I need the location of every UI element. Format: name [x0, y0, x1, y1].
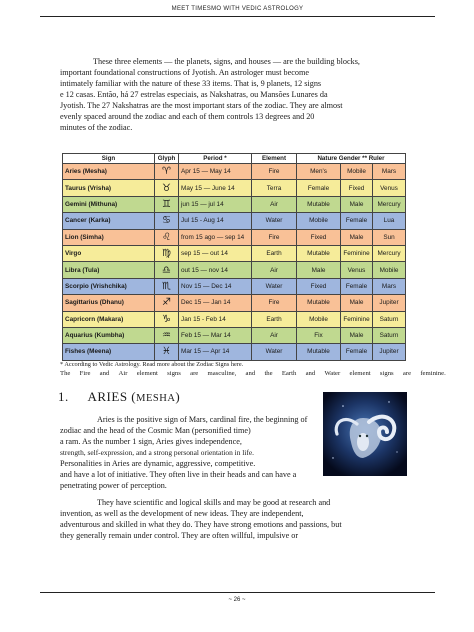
- ruler-cell: Mobile: [373, 262, 406, 278]
- footnote: * According to Vedic Astrology. Read more about the Zodiac Signs here.: [60, 361, 244, 368]
- table-row: [63, 180, 406, 196]
- element-cell: Terra: [252, 180, 297, 196]
- period-cell: out 15 — nov 14: [179, 262, 252, 278]
- period-cell: Apr 15 — May 14: [179, 164, 252, 180]
- header-sign: Sign: [63, 154, 155, 164]
- glyph-cell: ♌: [155, 229, 179, 245]
- table-row: [63, 278, 406, 294]
- note-word: element: [349, 370, 371, 377]
- glyph-cell: ♊: [155, 196, 179, 212]
- aries-paragraph: [60, 414, 342, 541]
- intro-line: These three elements — the planets, signs, and houses — are the building blocks,: [93, 57, 360, 66]
- period-cell: jun 15 — jul 14: [179, 196, 252, 212]
- ruler-cell: Mars: [373, 164, 406, 180]
- glyph-cell: ♎: [155, 262, 179, 278]
- note-word: element: [136, 370, 158, 377]
- table-row: [63, 245, 406, 261]
- nature-cell: Mutable: [297, 245, 341, 261]
- element-cell: Earth: [252, 245, 297, 261]
- ruler-cell: Mercury: [373, 245, 406, 261]
- element-cell: Air: [252, 196, 297, 212]
- period-cell: Nov 15 — Dec 14: [179, 278, 252, 294]
- intro-line: intimately familiar with the nature of these 33 items. That is, 9 planets, 12 signs: [60, 79, 322, 88]
- period-cell: from 15 ago — sep 14: [179, 229, 252, 245]
- zodiac-table: [62, 153, 406, 361]
- header-nature-gender-ruler: Nature Gender ** Ruler: [297, 154, 406, 164]
- nature-cell: Fixed: [297, 278, 341, 294]
- note-word: the: [264, 370, 273, 377]
- ruler-cell: Sun: [373, 229, 406, 245]
- note-word: feminine.: [420, 370, 446, 377]
- gender-cell: Male: [341, 295, 373, 311]
- gender-cell: Feminine: [341, 311, 373, 327]
- body-line: Aries is the positive sign of Mars, cardinal fire, the beginning of: [97, 415, 308, 424]
- glyph-cell: ♓: [155, 344, 179, 360]
- element-cell: Water: [252, 344, 297, 360]
- element-cell: Fire: [252, 164, 297, 180]
- sign-cell: Scorpio (Vrishchika): [63, 278, 155, 294]
- table-row: [63, 327, 406, 343]
- period-cell: sep 15 — out 14: [179, 245, 252, 261]
- gender-cell: Mobile: [341, 164, 373, 180]
- nature-cell: Male: [297, 262, 341, 278]
- nature-cell: Mutable: [297, 196, 341, 212]
- note-word: Water: [324, 370, 341, 377]
- body-line: They have scientific and logical skills and may be good at research and: [97, 498, 331, 507]
- section-title-c: ): [175, 389, 181, 404]
- gender-cell: Female: [341, 213, 373, 229]
- ruler-cell: Mercury: [373, 196, 406, 212]
- sign-cell: Lion (Simha): [63, 229, 155, 245]
- glyph-cell: ♋: [155, 213, 179, 229]
- gender-cell: Female: [341, 278, 373, 294]
- glyph-cell: ♏: [155, 278, 179, 294]
- nature-cell: Mobile: [297, 213, 341, 229]
- sign-cell: Cancer (Karka): [63, 213, 155, 229]
- header-glyph: Glyph: [155, 154, 179, 164]
- gender-cell: Fixed: [341, 180, 373, 196]
- period-cell: Dec 15 — Jan 14: [179, 295, 252, 311]
- element-cell: Water: [252, 278, 297, 294]
- note-word: are: [190, 370, 199, 377]
- glyph-cell: ♒: [155, 327, 179, 343]
- sign-cell: Capricorn (Makara): [63, 311, 155, 327]
- gender-cell: Male: [341, 196, 373, 212]
- gender-cell: Male: [341, 229, 373, 245]
- table-row: [63, 213, 406, 229]
- period-cell: Jan 15 - Feb 14: [179, 311, 252, 327]
- intro-line: important foundational constructions of Jyotish. An astrologer must become: [60, 68, 309, 77]
- sign-cell: Gemini (Mithuna): [63, 196, 155, 212]
- body-line: they generally remain under control. They are often willful, impulsive or: [60, 531, 299, 540]
- nature-cell: Fix: [297, 327, 341, 343]
- header-rule: [40, 16, 435, 17]
- gender-cell: Feminine: [341, 245, 373, 261]
- note-word: and: [99, 370, 110, 377]
- nature-cell: Female: [297, 180, 341, 196]
- intro-paragraph: [60, 56, 405, 133]
- intro-line: Jyotish. The 27 Nakshatras are the most important stars of the zodiac. They are almost: [60, 101, 343, 110]
- element-cell: Earth: [252, 311, 297, 327]
- footer-rule: [40, 592, 435, 593]
- note-word: are: [402, 370, 412, 377]
- gender-cell: Male: [341, 327, 373, 343]
- sign-cell: Sagittarius (Dhanu): [63, 295, 155, 311]
- ruler-cell: Lua: [373, 213, 406, 229]
- table-row: [63, 164, 406, 180]
- table-row: [63, 295, 406, 311]
- table-row: [63, 262, 406, 278]
- period-cell: Jul 15 - Aug 14: [179, 213, 252, 229]
- gender-cell: Female: [341, 344, 373, 360]
- sign-cell: Virgo: [63, 245, 155, 261]
- body-line: zodiac and the head of the Cosmic Man (personified time): [60, 426, 251, 435]
- intro-line: e 12 casas. Então, há 27 estrelas especiais, as Nakshatras, ou Mansões Lunares da: [60, 90, 328, 99]
- glyph-cell: ♐: [155, 295, 179, 311]
- table-row: [63, 196, 406, 212]
- nature-cell: Fixed: [297, 229, 341, 245]
- body-line: invention, as well as the development of new ideas. They are independent,: [60, 509, 304, 518]
- nature-cell: Men's: [297, 164, 341, 180]
- glyph-cell: ♑: [155, 311, 179, 327]
- element-cell: Fire: [252, 295, 297, 311]
- period-cell: May 15 — June 14: [179, 180, 252, 196]
- glyph-cell: ♈: [155, 164, 179, 180]
- table-row: [63, 229, 406, 245]
- ruler-cell: Saturn: [373, 311, 406, 327]
- section-title-b: MESHA: [136, 393, 176, 404]
- note-word: Earth: [281, 370, 297, 377]
- element-cell: Fire: [252, 229, 297, 245]
- intro-line: minutes of the zodiac.: [60, 123, 133, 132]
- intro-line: evenly spaced around the zodiac and each of them controls 13 degrees and 20: [60, 112, 315, 121]
- sign-cell: Aries (Mesha): [63, 164, 155, 180]
- period-cell: Mar 15 — Apr 14: [179, 344, 252, 360]
- note-word: The: [60, 370, 71, 377]
- nature-cell: Mutable: [297, 344, 341, 360]
- nature-cell: Mobile: [297, 311, 341, 327]
- note-word: Air: [118, 370, 128, 377]
- note-word: signs: [379, 370, 394, 377]
- glyph-cell: ♍: [155, 245, 179, 261]
- sign-cell: Fishes (Meena): [63, 344, 155, 360]
- header-period: Period *: [179, 154, 252, 164]
- note-word: Fire: [79, 370, 91, 377]
- period-cell: Feb 15 — Mar 14: [179, 327, 252, 343]
- element-cell: Air: [252, 327, 297, 343]
- section-heading: [58, 389, 180, 405]
- page-number: ~ 26 ~: [228, 597, 246, 603]
- note-word: and: [245, 370, 256, 377]
- body-line: strength, self-expression, and a strong personal orientation in life.: [60, 448, 254, 457]
- table-row: [63, 344, 406, 360]
- page-header: MEET TIMESMO WITH VEDIC ASTROLOGY: [171, 6, 304, 12]
- note-word: masculine,: [207, 370, 237, 377]
- sign-cell: Libra (Tula): [63, 262, 155, 278]
- section-number: 1.: [58, 389, 69, 404]
- body-line: a ram. As the number 1 sign, Aries gives independence,: [60, 437, 242, 446]
- note-word: and: [305, 370, 316, 377]
- sign-cell: Aquarius (Kumbha): [63, 327, 155, 343]
- ruler-cell: Mars: [373, 278, 406, 294]
- gender-cell: Venus: [341, 262, 373, 278]
- element-cell: Air: [252, 262, 297, 278]
- section-title-a: ARIES (: [87, 389, 137, 404]
- ruler-cell: Jupiter: [373, 344, 406, 360]
- table-header-row: [63, 154, 406, 164]
- ruler-cell: Saturn: [373, 327, 406, 343]
- body-line: adventurous and skilled in what they do. They have strong emotions and passions, but: [60, 520, 342, 529]
- ruler-cell: Venus: [373, 180, 406, 196]
- table-row: [63, 311, 406, 327]
- element-cell: Water: [252, 213, 297, 229]
- sign-cell: Taurus (Vrisha): [63, 180, 155, 196]
- ram-image: [323, 392, 407, 476]
- note-word: signs: [167, 370, 181, 377]
- nature-cell: Mutable: [297, 295, 341, 311]
- body-line: Personalities in Aries are dynamic, aggressive, competitive.: [60, 459, 256, 468]
- element-gender-note: [60, 370, 446, 377]
- ruler-cell: Jupiter: [373, 295, 406, 311]
- body-line: penetrating power of perception.: [60, 481, 167, 490]
- glyph-cell: ♉: [155, 180, 179, 196]
- body-line: and have a lot of initiative. They often live in their heads and can have a: [60, 470, 297, 479]
- header-element: Element: [252, 154, 297, 164]
